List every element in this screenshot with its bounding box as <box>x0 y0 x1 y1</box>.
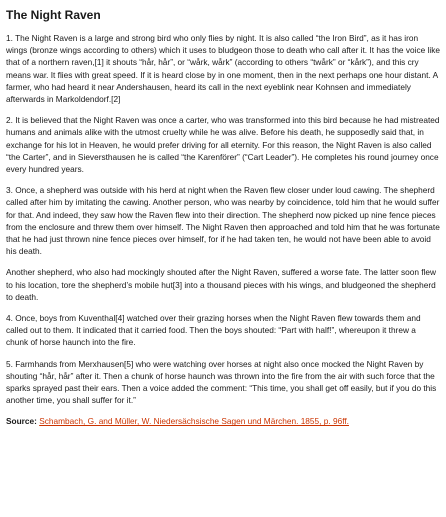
paragraph-5: 5. Farmhands from Merxhausen[5] who were watching over horses at night also once mocked the Night Raven by shouting “hår, hår” after it. Then a chunk of horse haunch was thrown into the fire from the air with such force that the sparks sprayed past their ears. Then a voice added the comment: “This time, you shall get off easily, but if you do this another time, you shall suffer for it.” <box>6 358 437 406</box>
source-link[interactable]: Schambach, G. and Müller, W. Niedersächsische Sagen und Märchen. 1855, p. 96ff. <box>39 416 349 427</box>
paragraph-4: 4. Once, boys from Kuventhal[4] watched over their grazing horses when the Night Raven flew towards them and called out to them. It indicated that it carried food. Then the boys shouted: “Part with half!”, whereupon it threw a chunk of horse haunch into the fire. <box>6 313 421 348</box>
source-citation <box>6 415 440 427</box>
paragraph-2: 2. It is believed that the Night Raven was once a carter, who was transformed into this bird because he had mistreated humans and animals alike with the utmost cruelty while he was alive. Before his death, he supposedly said that, in exchange for his lot in Heaven, he would prefer driving for all eternity. For this reason, the Night Raven is also called “the Carter”, and in Sieversthausen he is called “the Karenförer” (“Cart Leader”). He completes his round journey once every hundred years. <box>6 115 440 175</box>
page-title: The Night Raven <box>6 8 101 22</box>
paragraph-3: 3. Once, a shepherd was outside with his herd at night when the Raven flew closer under loud cawing. The shepherd called after him by imitating the cawing. Another person, who was nearby by coincidence, told him that he would suffer for that. And indeed, they saw how the Raven flew into their direction. The shepherd now picked up nine fence pieces from the enclosure and threw them over himself. The Night Raven then approached and told him that he was fortunate that he had just thrown nine fence pieces over himself, for if he had taken ten, he would not have been able to avoid his death. <box>6 185 440 257</box>
paragraph-3b: Another shepherd, who also had mockingly shouted after the Night Raven, suffered a worse fate. The latter soon flew to his location, tore the shepherd’s mobile hut[3] into a thousand pieces with his wings, and bludgeoned the shepherd to death. <box>6 267 436 302</box>
paragraph-1: 1. The Night Raven is a large and strong bird who only flies by night. It is also called “the Iron Bird”, as it has iron wings (bronze wings according to others) which it uses to bludgeon those to death who call after it. It has the voice like that of a northern raven,[1] it shouts “hår, hår”, or “wårk, wårk” (according to others “twårk” or “kårk”), and this cry means war. It flies with great speed. If it is heard close by in one moment, then in the next perhaps one hour distant. A farmer, who had heard it near Andershausen, heard its call in the next eyeblink near Kohnsen and immediately afterwards in Markoldendorf.[2] <box>6 33 440 105</box>
source-label: Source: <box>6 416 37 427</box>
